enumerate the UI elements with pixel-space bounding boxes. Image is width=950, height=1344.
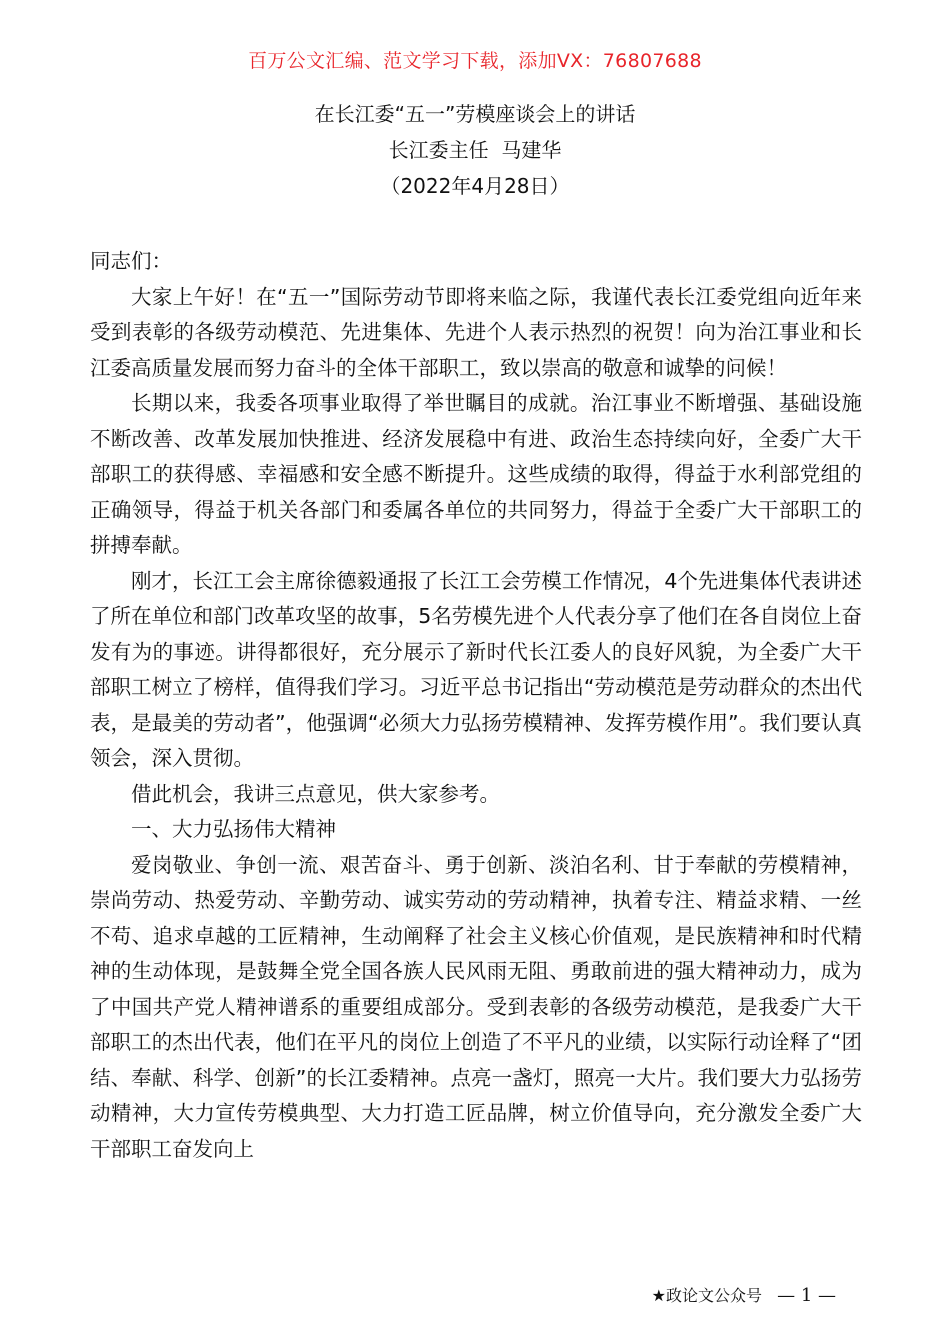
footer-source: ★政论文公众号: [651, 1286, 762, 1305]
speech-title: 在长江委“五一”劳模座谈会上的讲话: [314, 102, 636, 126]
salutation: 同志们：: [90, 249, 172, 273]
speech-body: [90, 244, 862, 1167]
page-footer: [652, 1283, 836, 1306]
paragraph-reports: 刚才，长江工会主席徐德毅通报了长江工会劳模工作情况，4个先进集体代表讲述了所在单位和部门改革攻坚的故事，5名劳模先进个人代表分享了他们在各自岗位上奋发有为的事迹。讲得都很好，充分展示了新时代长江委人的良好风貌，为全委广大干部职工树立了榜样，值得我们学习。习近平总书记指出“劳动模范是劳动群众的杰出代表，是最美的劳动者”，他强调“必须大力弘扬劳模精神、发挥劳模作用”。我们要认真领会，深入贯彻。: [90, 568, 862, 770]
header-block: [0, 96, 950, 204]
speech-date: （2022年4月28日）: [380, 174, 570, 198]
section-heading-1: 一、大力弘扬伟大精神: [131, 817, 336, 841]
speaker-line: 长江委主任 马建华: [388, 138, 562, 162]
paragraph-achievements: 长期以来，我委各项事业取得了举世瞩目的成就。治江事业不断增强、基础设施不断改善、改革发展加快推进、经济发展稳中有进、政治生态持续向好，全委广大干部职工的获得感、幸福感和安全感不断提升。这些成绩的取得，得益于水利部党组的正确领导，得益于机关各部门和委属各单位的共同努力，得益于全委广大干部职工的拼搏奉献。: [90, 391, 862, 557]
paragraph-spirit: 爱岗敬业、争创一流、艰苦奋斗、勇于创新、淡泊名利、甘于奉献的劳模精神，崇尚劳动、热爱劳动、辛勤劳动、诚实劳动的劳动精神，执着专注、精益求精、一丝不苟、追求卓越的工匠精神，生动阐释了社会主义核心价值观，是民族精神和时代精神的生动体现，是鼓舞全党全国各族人民风雨无阻、勇敢前进的强大精神动力，成为了中国共产党人精神谱系的重要组成部分。受到表彰的各级劳动模范，是我委广大干部职工的杰出代表，他们在平凡的岗位上创造了不平凡的业绩，以实际行动诠释了“团结、奉献、科学、创新”的长江委精神。点亮一盏灯，照亮一大片。我们要大力弘扬劳动精神，大力宣传劳模典型、大力打造工匠品牌，树立价值导向，充分激发全委广大干部职工奋发向上: [90, 852, 862, 1161]
paragraph-intro-points: 借此机会，我讲三点意见，供大家参考。: [131, 781, 500, 806]
page-number: — 1 —: [777, 1285, 836, 1306]
promo-banner: 百万公文汇编、范文学习下载，添加VX：76807688: [248, 50, 702, 72]
paragraph-greeting: 大家上午好！在“五一”国际劳动节即将来临之际，我谨代表长江委党组向近年来受到表彰的各级劳动模范、先进集体、先进个人表示热烈的祝贺！向为治江事业和长江委高质量发展而努力奋斗的全体干部职工，致以崇高的敬意和诚挚的问候！: [90, 284, 862, 380]
